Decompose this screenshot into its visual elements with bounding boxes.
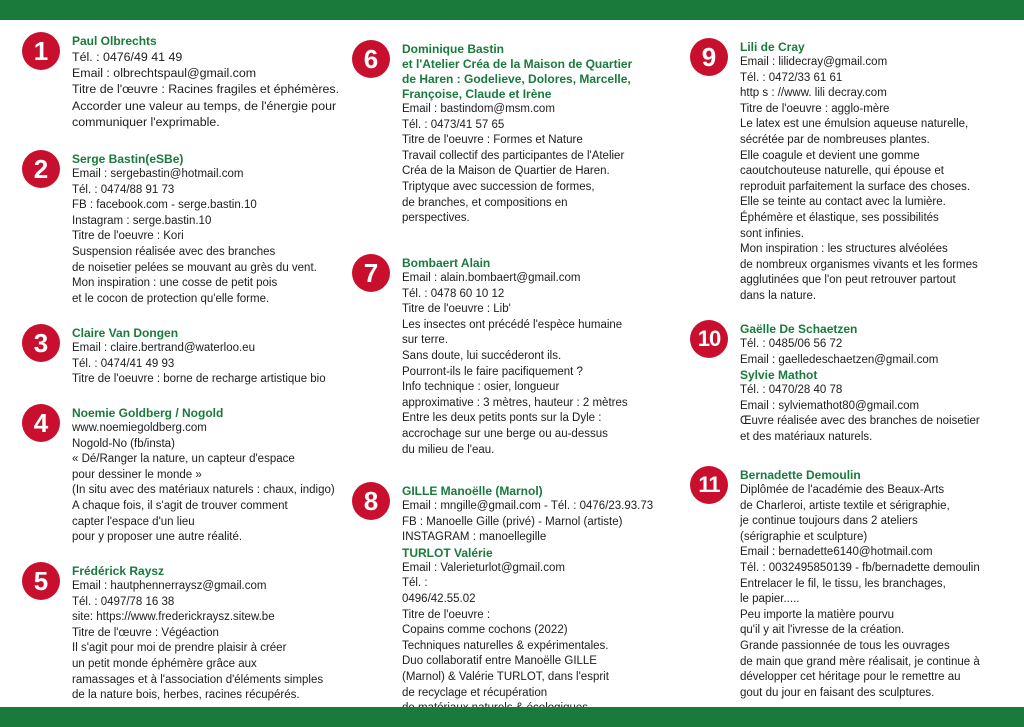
description-line: Suspension réalisée avec des branches <box>72 245 276 258</box>
description-line: qu'il y ait l'ivresse de la création. <box>740 624 905 637</box>
email: Email : gaelledeschaetzen@gmail.com <box>740 353 939 366</box>
entry-number-badge: 4 <box>22 404 60 442</box>
entry-number-badge: 3 <box>22 324 60 362</box>
email: Email : bernadette6140@hotmail.com <box>740 546 933 559</box>
email: Email : sergebastin@hotmail.com <box>72 168 244 180</box>
instagram: Instagram : serge.bastin.10 <box>72 214 212 227</box>
description-line: reproduit parfaitement la surface des choses. <box>740 180 971 193</box>
website: www.noemiegoldberg.com <box>72 422 207 434</box>
phone-label: Tél. : <box>402 577 428 590</box>
description-line: Peu importe la matière pourvu <box>740 608 895 621</box>
artwork-title: Copains comme cochons (2022) <box>402 624 568 637</box>
artist-name: Lili de Cray <box>740 40 805 54</box>
description-line: agglutinées que l'on peut retrouver partout <box>740 274 956 287</box>
phone: Tél. : 0474/88 91 73 <box>72 183 175 196</box>
artwork-title: Titre de l'œuvre : Racines fragiles et éphémères. <box>72 82 340 97</box>
description-line: je continue toujours dans 2 ateliers <box>740 515 918 528</box>
artist-name: Claire Van Dongen <box>72 326 179 340</box>
phone: Tél. : 0472/33 61 61 <box>740 71 843 84</box>
email: Email : bastindom@msm.com <box>402 103 555 115</box>
website: site: https://www.frederickraysz.sitew.be <box>72 611 275 624</box>
description-line: de noisetier pelées se mouvant au grès du vent. <box>72 261 317 274</box>
description-line: Elle coagule et devient une gomme <box>740 149 920 162</box>
description-line: de main que grand mère réalisait, je continue à <box>740 655 980 668</box>
artist-name: Gaëlle De Schaetzen <box>740 322 858 336</box>
description-line: Entre les deux petits ponts sur la Dyle : <box>402 412 602 425</box>
description-line: Œuvre réalisée avec des branches de noisetier <box>740 415 980 428</box>
phone: Tél. : 0476/49 41 49 <box>72 50 183 64</box>
description-line: accrochage sur une berge ou au-dessus <box>402 427 608 440</box>
phone: Tél. : 0478 60 10 12 <box>402 287 505 300</box>
description-line: un petit monde éphémère grâce aux <box>72 657 257 670</box>
description-line: (In situ avec des matériaux naturels : chaux, indigo) <box>72 484 335 497</box>
description-line: Grande passionnée de tous les ouvrages <box>740 639 950 652</box>
entry-number-badge: 11 <box>690 466 728 504</box>
email: Email : Valerieturlot@gmail.com <box>402 561 565 574</box>
description-line: A chaque fois, il s'agit de trouver comment <box>72 499 288 512</box>
artwork-title: Titre de l'oeuvre : Kori <box>72 230 184 243</box>
email: Email : sylviemathot80@gmail.com <box>740 399 920 412</box>
artist-name: Frédérick Raysz <box>72 564 165 578</box>
description-line: de recyclage et récupération <box>402 686 548 699</box>
facebook: FB : Manoelle Gille (privé) - Marnol (artiste) <box>402 515 623 528</box>
entry-number-badge: 7 <box>352 254 390 292</box>
description-line: de nombreux organismes vivants et les formes <box>740 258 978 271</box>
description-line: Elle se teinte au contact avec la lumière. <box>740 196 946 209</box>
entry-number-badge: 2 <box>22 150 60 188</box>
description-line: Techniques naturelles & expérimentales. <box>402 639 609 652</box>
description-line: Accorder une valeur au temps, de l'énergie pour <box>72 98 337 113</box>
artwork-title: Titre de l'oeuvre : borne de recharge artistique bio <box>72 373 326 386</box>
phone: Tél. : 0032495850139 - fb/bernadette demoulin <box>740 561 980 574</box>
phone: Tél. : 0497/78 16 38 <box>72 595 175 608</box>
description-line: sécrétée par de nombreuses plantes. <box>740 133 930 146</box>
description-line: (Marnol) & Valérie TURLOT, dans l'esprit <box>402 670 609 683</box>
description-line: Info technique : osier, longueur <box>402 381 560 394</box>
entry-number-badge: 9 <box>690 38 728 76</box>
entry-number-badge: 8 <box>352 482 390 520</box>
phone: Tél. : 0473/41 57 65 <box>402 118 505 131</box>
description-line: Le latex est une émulsion aqueuse naturelle, <box>740 118 969 131</box>
description-line: du milieu de l'eau. <box>402 443 495 456</box>
description-line: et le cocon de protection qu'elle forme. <box>72 292 270 305</box>
description-line: Duo collaboratif entre Manoëlle GILLE <box>402 655 597 668</box>
description-line: ramassages et à l'association d'éléments simples <box>72 673 324 686</box>
artist-name: et l'Atelier Créa de la Maison de Quartier <box>402 57 633 71</box>
artwork-title-label: Titre de l'oeuvre : <box>402 608 491 621</box>
phone: Tél. : 0470/28 40 78 <box>740 384 843 397</box>
description-line: Diplômée de l'académie des Beaux-Arts <box>740 484 945 496</box>
entry-number-badge: 1 <box>22 32 60 70</box>
artist-name-second: Sylvie Mathot <box>740 368 818 383</box>
description-line: Pourront-ils le faire pacifiquement ? <box>402 365 583 378</box>
entry-number-badge: 6 <box>352 40 390 78</box>
artist-name: GILLE Manoëlle (Marnol) <box>402 484 543 498</box>
entry-number-badge: 5 <box>22 562 60 600</box>
artist-name: Bernadette Demoulin <box>740 468 861 482</box>
description-line: communiquer l'exprimable. <box>72 114 220 129</box>
instagram: INSTAGRAM : manoellegille <box>402 531 547 544</box>
description-line: capter l'espace d'un lieu <box>72 515 195 528</box>
email: Email : olbrechtspaul@gmail.com <box>72 66 257 81</box>
phone: Tél. : 0485/06 56 72 <box>740 338 843 350</box>
description-line: approximative : 3 mètres, hauteur : 2 mètres <box>402 396 628 409</box>
description-line: le papier..... <box>740 593 800 606</box>
description-line: Créa de la Maison de Quartier de Haren. <box>402 165 610 178</box>
artist-name: de Haren : Godelieve, Dolores, Marcelle, <box>402 72 631 86</box>
description-line: pour y proposer une autre réalité. <box>72 531 243 544</box>
description-line: Il s'agit pour moi de prendre plaisir à créer <box>72 642 287 655</box>
description-line: perspectives. <box>402 212 470 225</box>
artwork-title: Titre de l'œuvre : Végéaction <box>72 626 219 639</box>
description-line: de branches, et compositions en <box>402 196 568 209</box>
description-line: Éphémère et élastique, ses possibilités <box>740 211 939 224</box>
artist-name: Serge Bastin(eSBe) <box>72 152 184 166</box>
entry-number-badge: 10 <box>690 320 728 358</box>
description-line: dans la nature. <box>740 289 817 302</box>
description-line: Triptyque avec succession de formes, <box>402 180 595 193</box>
description-line: « Dé/Ranger la nature, un capteur d'espace <box>72 453 295 466</box>
email-phone: Email : mngille@gmail.com - Tél. : 0476/23.93.73 <box>402 500 654 512</box>
description-line: gout du jour en faisant des sculptures. <box>740 686 935 699</box>
description-line: sur terre. <box>402 334 449 347</box>
description-line: Entrelacer le fil, le tissu, les branchages, <box>740 577 946 590</box>
social-handle: Nogold-No (fb/insta) <box>72 437 175 450</box>
artwork-title: Titre de l'oeuvre : Lib' <box>402 303 511 316</box>
artist-name: Paul Olbrechts <box>72 34 157 48</box>
description-line: Sans doute, lui succéderont ils. <box>402 349 562 362</box>
phone: Tél. : 0474/41 49 93 <box>72 357 175 370</box>
phone: 0496/42.55.02 <box>402 592 476 605</box>
description-line: (sérigraphie et sculpture) <box>740 530 868 543</box>
artist-name: Noemie Goldberg / Nogold <box>72 406 224 420</box>
email: Email : hautphennerraysz@gmail.com <box>72 580 267 592</box>
description-line: Les insectes ont précédé l'espèce humaine <box>402 318 623 331</box>
bottom-green-band <box>0 707 1024 727</box>
description-line: Travail collectif des participantes de l'Atelier <box>402 149 625 162</box>
artist-name: Bombaert Alain <box>402 256 491 270</box>
website: http s : //www. lili decray.com <box>740 87 887 100</box>
artist-name-second: TURLOT Valérie <box>402 545 493 560</box>
description-line: de Charleroi, artiste textile et sérigraphie, <box>740 499 950 512</box>
artwork-title: Titre de l'oeuvre : agglo-mère <box>740 102 890 115</box>
description-line: sont infinies. <box>740 227 804 240</box>
artist-name: Françoise, Claude et Irène <box>402 87 552 101</box>
facebook: FB : facebook.com - serge.bastin.10 <box>72 199 257 212</box>
description-line: pour dessiner le monde » <box>72 468 202 481</box>
email: Email : alain.bombaert@gmail.com <box>402 272 581 284</box>
description-line: et des matériaux naturels. <box>740 430 873 443</box>
top-green-band <box>0 0 1024 20</box>
description-line: caoutchouteuse naturelle, qui épouse et <box>740 165 944 178</box>
description-line: Mon inspiration : une cosse de petit pois <box>72 277 278 290</box>
email: Email : lilidecray@gmail.com <box>740 56 888 68</box>
description-line: Mon inspiration : les structures alvéolées <box>740 243 948 256</box>
artist-name: Dominique Bastin <box>402 42 505 56</box>
description-line: de la nature bois, herbes, racines récupérés. <box>72 689 300 702</box>
description-line: développer cet héritage pour le remettre au <box>740 671 961 684</box>
artwork-title: Titre de l'oeuvre : Formes et Nature <box>402 134 583 147</box>
email: Email : claire.bertrand@waterloo.eu <box>72 342 255 354</box>
